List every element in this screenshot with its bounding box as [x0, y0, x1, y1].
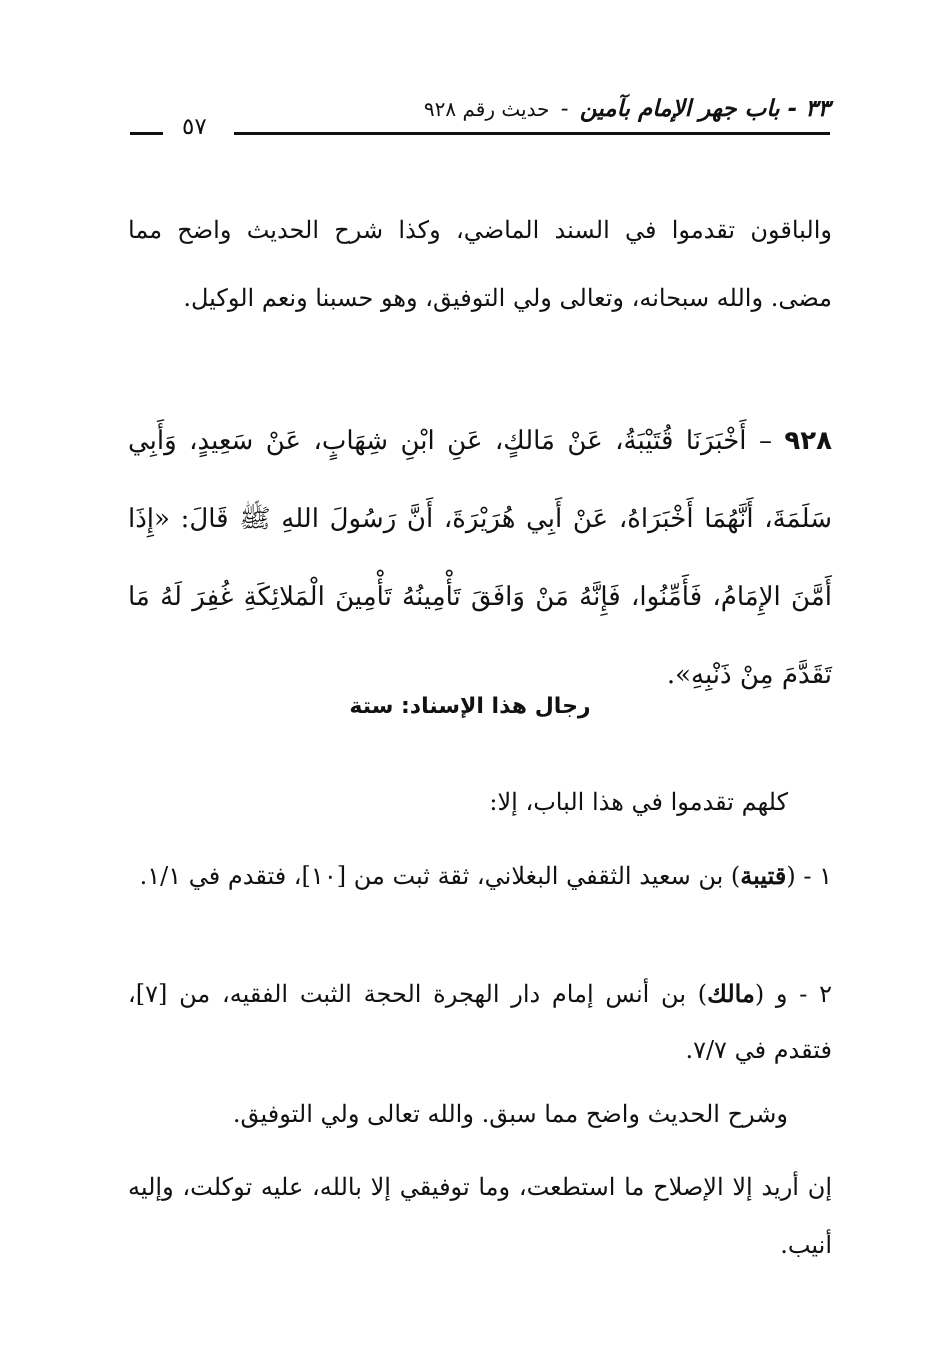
- narrator-name: مالك: [707, 979, 755, 1008]
- narrator-prefix: ١ - (: [786, 862, 832, 890]
- closing-paragraph-2: إن أريد إلا الإصلاح ما استطعت، وما توفيقي إلا بالله، عليه توكلت، وإليه أنيب.: [128, 1173, 832, 1259]
- narrator-details: ) بن أنس إمام دار الهجرة الحجة الثبت الفقيه، من [٧]، فتقدم في ٧/٧.: [128, 980, 832, 1064]
- narrator-details: ) بن سعيد الثقفي البغلاني، ثقة ثبت من [١٠]، فتقدم في ١/١.: [139, 862, 741, 890]
- narrator-entry-2: [128, 966, 832, 1078]
- closing-paragraph-1: وشرح الحديث واضح مما سبق. والله تعالى ولي التوفيق.: [232, 1100, 788, 1128]
- narrator-prefix: ٢ - و (: [754, 980, 832, 1008]
- hadith-body: – أَخْبَرَنَا قُتَيْبَةُ، عَنْ مَالكٍ، عَنِ ابْنِ شِهَابٍ، عَنْ سَعِيدٍ، وَأَبِي سَلَمَةَ، أَنَّهُمَا أَخْبَرَاهُ، عَنْ أَبِي هُرَيْرَةَ، أَنَّ رَسُولَ اللهِ ﷺ قَالَ: «إِذَا أَمَّنَ الإِمَامُ، فَأَمِّنُوا، فَإِنَّهُ مَنْ وَافَقَ تَأْمِينُهُ تَأْمِينَ الْمَلائِكَةِ غُفِرَ لَهُ مَا تَقَدَّمَ مِنْ ذَنْبِهِ».: [128, 426, 832, 690]
- hadith-number: ٩٢٨: [784, 426, 832, 456]
- section-title: رجال هذا الإسناد: ستة: [349, 694, 591, 719]
- narrator-name: قتيبة: [740, 861, 787, 890]
- running-title: [424, 96, 830, 122]
- header-rule: [234, 132, 830, 135]
- hadith-reference: حديث رقم ٩٢٨: [423, 97, 550, 121]
- page-header: [130, 92, 830, 140]
- header-left-rule: [130, 132, 163, 135]
- narrator-entry-1: [128, 848, 832, 904]
- title-separator: -: [560, 96, 569, 122]
- opening-paragraph: والباقون تقدموا في السند الماضي، وكذا شرح الحديث واضح مما مضى. والله سبحانه، وتعالى ولي التوفيق، وهو حسبنا ونعم الوكيل.: [128, 216, 832, 312]
- hadith-text: [128, 402, 832, 714]
- page-number: ٥٧: [182, 114, 207, 140]
- narrators-intro: كلهم تقدموا في هذا الباب، إلا:: [489, 788, 788, 816]
- chapter-title: ٣٣ - باب جهر الإمام بآمين: [579, 96, 830, 122]
